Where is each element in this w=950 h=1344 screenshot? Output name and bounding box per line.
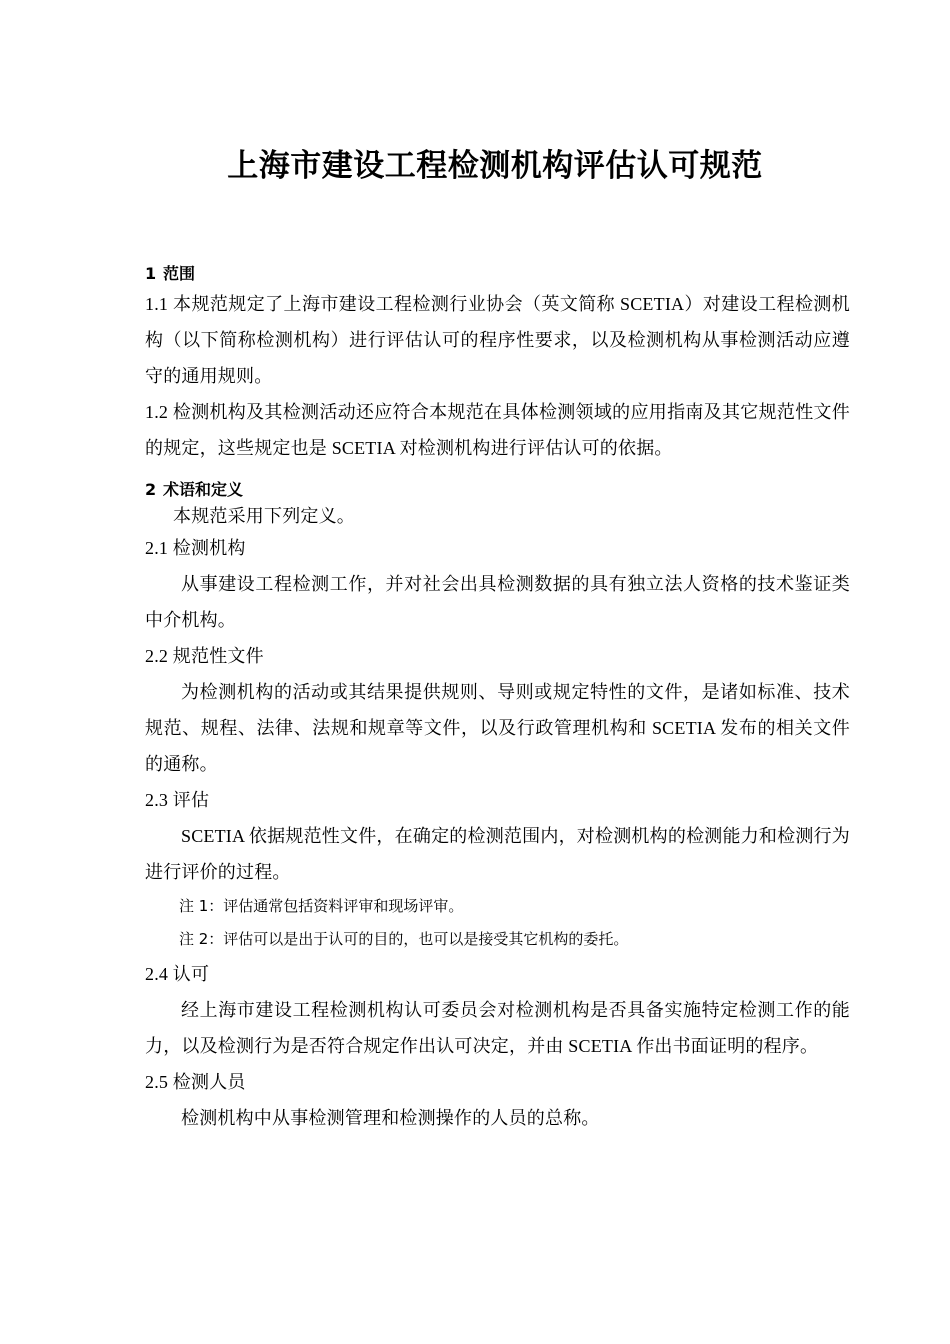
term-definition-2-5: 检测机构中从事检测管理和检测操作的人员的总称。 — [181, 1108, 600, 1128]
section-terms — [145, 478, 850, 1136]
section-heading — [145, 478, 850, 502]
paragraph-1-1: 1.1 本规范规定了上海市建设工程检测行业协会（英文简称 SCETIA）对建设工程检测机构（以下简称检测机构）进行评估认可的程序性要求，以及检测机构从事检测活动应遵守的通用规则。 — [145, 294, 850, 386]
term-label-2-1: 2.1 检测机构 — [145, 538, 246, 558]
document-title: 上海市建设工程检测机构评估认可规范 — [227, 148, 763, 184]
note-1: 注 1：评估通常包括资料评审和现场评审。 — [179, 897, 464, 915]
document-body — [145, 262, 850, 1136]
term-definition-2-4: 经上海市建设工程检测机构认可委员会对检测机构是否具备实施特定检测工作的能力，以及检测行为是否符合规定作出认可决定，并由 SCETIA 作出书面证明的程序。 — [145, 1000, 850, 1056]
paragraph-1-2: 1.2 检测机构及其检测活动还应符合本规范在具体检测领域的应用指南及其它规范性文件的规定，这些规定也是 SCETIA 对检测机构进行评估认可的依据。 — [145, 402, 850, 458]
section-number: 2 — [145, 480, 157, 499]
note-2: 注 2：评估可以是出于认可的目的，也可以是接受其它机构的委托。 — [179, 930, 629, 948]
spacer — [145, 466, 850, 478]
term-definition-2-1: 从事建设工程检测工作，并对社会出具检测数据的具有独立法人资格的技术鉴证类中介机构。 — [145, 574, 850, 630]
section-intro: 本规范采用下列定义。 — [173, 506, 355, 526]
section-scope — [145, 262, 850, 466]
term-label-2-2: 2.2 规范性文件 — [145, 646, 264, 666]
term-label-2-3: 2.3 评估 — [145, 790, 210, 810]
term-definition-2-3: SCETIA 依据规范性文件，在确定的检测范围内，对检测机构的检测能力和检测行为进行评价的过程。 — [145, 826, 850, 882]
section-title: 范围 — [163, 264, 196, 283]
section-number: 1 — [145, 264, 157, 283]
section-title: 术语和定义 — [163, 480, 244, 499]
term-label-2-5: 2.5 检测人员 — [145, 1072, 246, 1092]
term-definition-2-2: 为检测机构的活动或其结果提供规则、导则或规定特性的文件，是诸如标准、技术规范、规程、法律、法规和规章等文件，以及行政管理机构和 SCETIA 发布的相关文件的通称。 — [145, 682, 850, 774]
section-heading — [145, 262, 850, 286]
term-label-2-4: 2.4 认可 — [145, 964, 210, 984]
